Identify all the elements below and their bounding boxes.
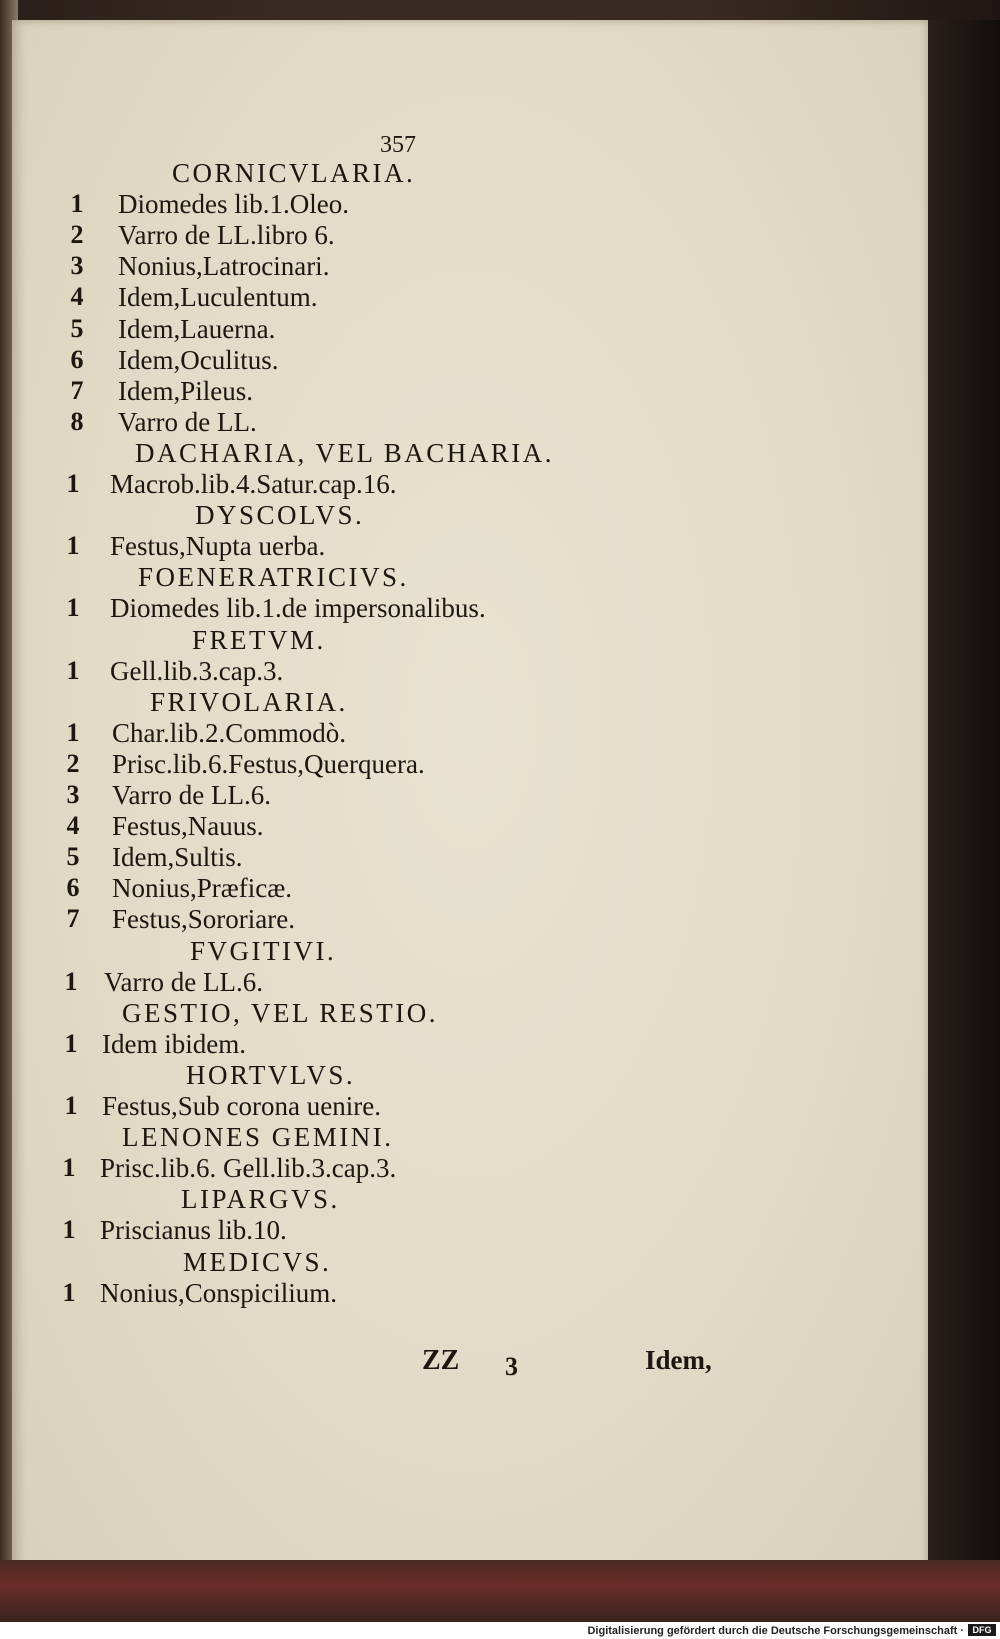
reference-text: Varro de LL.libro 6. — [118, 220, 335, 250]
page-gutter-shadow — [928, 20, 1000, 1585]
reference-text: Prisc.lib.6.Festus,Querquera. — [112, 749, 425, 779]
reference-number: 6 — [70, 345, 84, 374]
entry-heading: HORTVLVS. — [186, 1060, 356, 1090]
reference-text: Diomedes lib.1.Oleo. — [118, 189, 349, 219]
reference-text: Diomedes lib.1.de impersonalibus. — [110, 593, 486, 623]
entry-heading: GESTIO, VEL RESTIO. — [122, 998, 438, 1028]
reference-number: 1 — [66, 718, 80, 747]
reference-number: 1 — [64, 1029, 78, 1058]
signature-number: 3 — [505, 1352, 518, 1381]
reference-number: 2 — [70, 220, 84, 249]
reference-text: Festus,Nauus. — [112, 811, 264, 841]
reference-text: Idem,Luculentum. — [118, 282, 318, 312]
reference-text: Idem,Lauerna. — [118, 314, 276, 344]
reference-text: Idem ibidem. — [102, 1029, 246, 1059]
reference-text: Varro de LL. — [118, 407, 257, 437]
entry-heading: DYSCOLVS. — [195, 500, 365, 530]
reference-number: 1 — [62, 1215, 76, 1244]
reference-text: Idem,Oculitus. — [118, 345, 279, 375]
reference-text: Priscianus lib.10. — [100, 1215, 287, 1245]
reference-number: 7 — [66, 904, 80, 933]
dfg-logo: DFG — [968, 1624, 996, 1636]
reference-number: 1 — [66, 469, 80, 498]
reference-number: 1 — [66, 656, 80, 685]
book-edge-bottom — [0, 1560, 1000, 1622]
reference-number: 1 — [64, 967, 78, 996]
reference-text: Varro de LL.6. — [112, 780, 271, 810]
entry-heading: MEDICVS. — [183, 1247, 332, 1277]
reference-number: 3 — [66, 780, 80, 809]
reference-text: Macrob.lib.4.Satur.cap.16. — [110, 469, 397, 499]
reference-text: Prisc.lib.6. Gell.lib.3.cap.3. — [100, 1153, 397, 1183]
reference-number: 1 — [66, 531, 80, 560]
reference-text: Festus,Sororiare. — [112, 904, 295, 934]
reference-text: Nonius,Præficæ. — [112, 873, 293, 903]
reference-text: Festus,Nupta uerba. — [110, 531, 326, 561]
entry-heading: FRIVOLARIA. — [150, 687, 348, 717]
entry-heading: FVGITIVI. — [190, 936, 337, 966]
reference-number: 1 — [70, 189, 84, 218]
entry-heading: CORNICVLARIA. — [172, 158, 416, 188]
reference-number: 8 — [70, 407, 84, 436]
catchword: Idem, — [645, 1345, 712, 1375]
entry-heading: LIPARGVS. — [181, 1184, 340, 1214]
reference-number: 1 — [66, 593, 80, 622]
footer-credit: Digitalisierung gefördert durch die Deutsche Forschungsgemeinschaft · — [587, 1625, 964, 1637]
reference-text: Varro de LL.6. — [104, 967, 263, 997]
reference-number: 1 — [62, 1153, 76, 1182]
reference-text: Nonius,Latrocinari. — [118, 251, 330, 281]
reference-number: 6 — [66, 873, 80, 902]
page-number: 357 — [380, 132, 416, 158]
reference-number: 5 — [70, 314, 84, 343]
reference-number: 1 — [62, 1278, 76, 1307]
signature-mark: ZZ — [422, 1345, 460, 1376]
reference-text: Char.lib.2.Commodò. — [112, 718, 347, 748]
reference-number: 2 — [66, 749, 80, 778]
reference-number: 4 — [70, 282, 84, 311]
reference-text: Idem,Sultis. — [112, 842, 243, 872]
entry-heading: FOENERATRICIVS. — [138, 562, 409, 592]
reference-number: 7 — [70, 376, 84, 405]
reference-text: Idem,Pileus. — [118, 376, 253, 406]
reference-number: 1 — [64, 1091, 78, 1120]
reference-number: 4 — [66, 811, 80, 840]
reference-number: 3 — [70, 251, 84, 280]
reference-text: Gell.lib.3.cap.3. — [110, 656, 284, 686]
entry-heading: DACHARIA, VEL BACHARIA. — [135, 438, 555, 468]
reference-number: 5 — [66, 842, 80, 871]
reference-text: Nonius,Conspicilium. — [100, 1278, 338, 1308]
entry-heading: FRETVM. — [192, 625, 326, 655]
reference-text: Festus,Sub corona uenire. — [102, 1091, 381, 1121]
entry-heading: LENONES GEMINI. — [122, 1122, 394, 1152]
